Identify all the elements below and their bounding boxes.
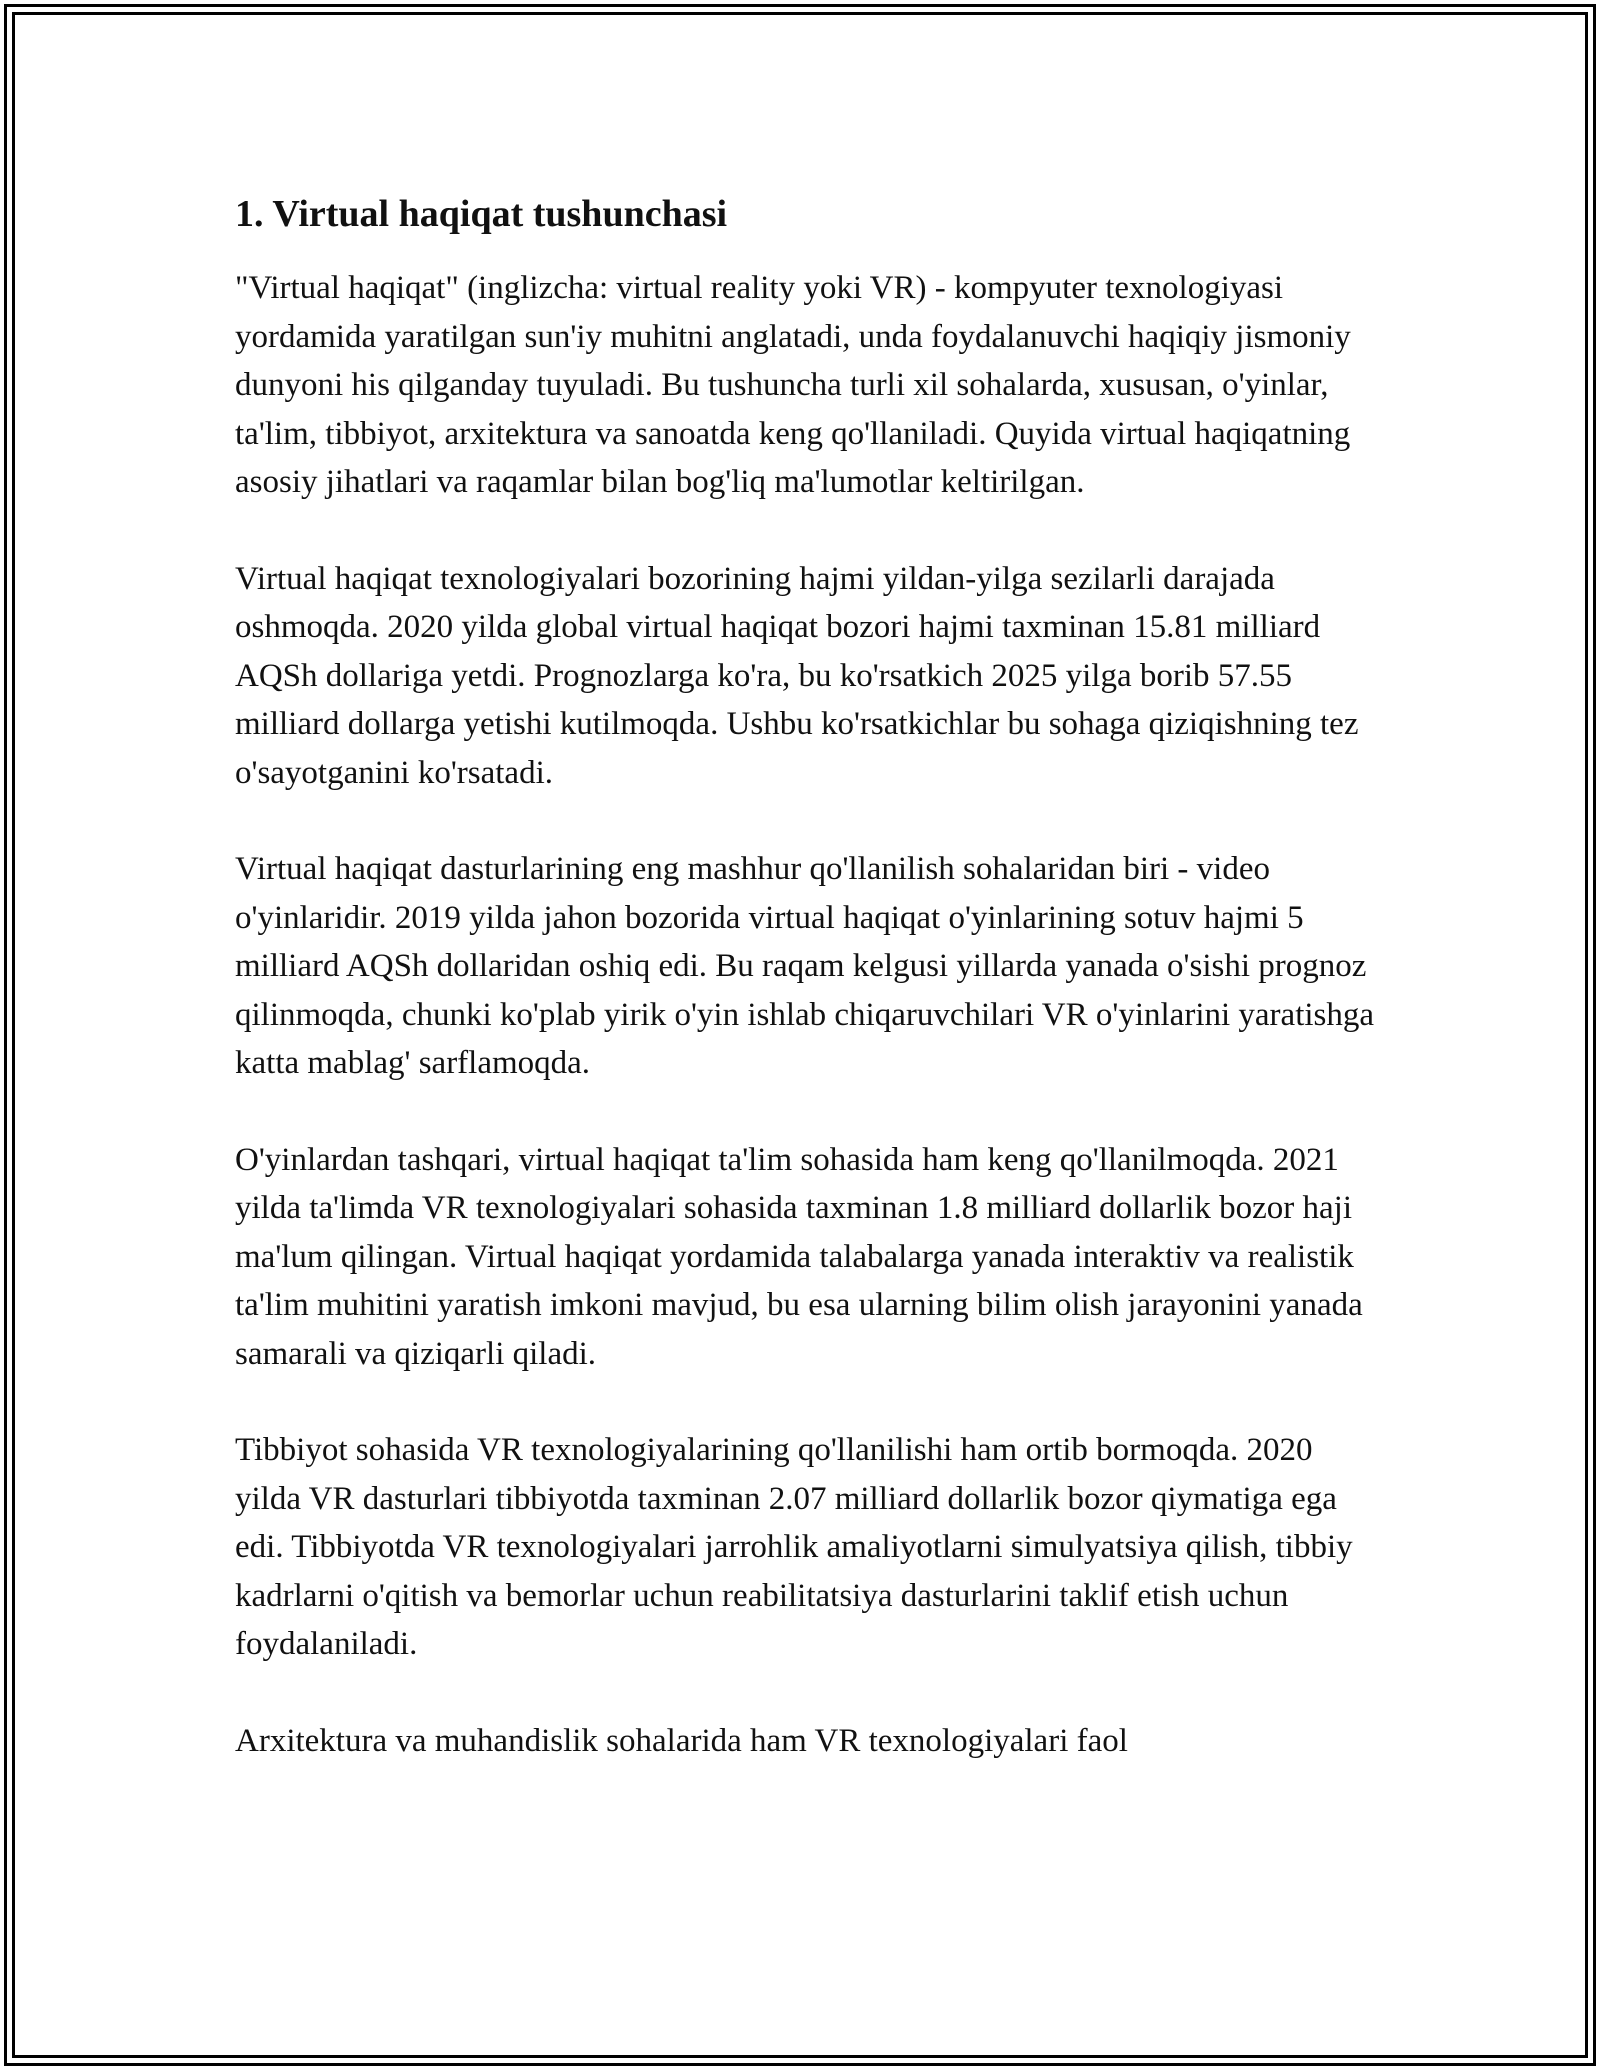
paragraph-architecture: Arxitektura va muhandislik sohalarida ham VR texnologiyalari faol bbox=[235, 1722, 1128, 1759]
paragraph-video-games: Virtual haqiqat dasturlarining eng mashhur qo'llanilish sohalaridan biri - video o'yinlaridir. 2019 yilda jahon bozorida virtual haqiqat o'yinlarining sotuv hajmi 5 milliard AQSh dollaridan oshiq edi. Bu raqam kelgusi yillarda yanada o'sishi prognoz qilinmoqda, chunki ko'plab yirik o'yin ishlab chiqaruvchilari VR o'yinlarini yaratishga katta mablag' sarflamoqda. bbox=[235, 851, 1375, 1081]
document-content bbox=[235, 186, 1385, 1765]
paragraph-medicine: Tibbiyot sohasida VR texnologiyalarining qo'llanilishi ham ortib bormoqda. 2020 yilda VR dasturlari tibbiyotda taxminan 2.07 milliard dollarlik bozor qiymatiga ega edi. Tibbiyotda VR texnologiyalari jarrohlik amaliyotlarni simulyatsiya qilish, tibbiy kadrlarni o'qitish va bemorlar uchun reabilitatsiya dasturlarini taklif etish uchun foydalaniladi. bbox=[235, 1432, 1353, 1662]
paragraph-education: O'yinlardan tashqari, virtual haqiqat ta'lim sohasida ham keng qo'llanilmoqda. 2021 yilda ta'limda VR texnologiyalari sohasida taxminan 1.8 milliard dollarlik bozor haji ma'lum qilingan. Virtual haqiqat yordamida talabalarga yanada interaktiv va realistik ta'lim muhitini yaratish imkoni mavjud, bu esa ularning bilim olish jarayonini yanada samarali va qiziqarli qiladi. bbox=[235, 1141, 1363, 1372]
paragraph-intro: "Virtual haqiqat" (inglizcha: virtual reality yoki VR) - kompyuter texnologiyasi yordamida yaratilgan sun'iy muhitni anglatadi, unda foydalanuvchi haqiqiy jismoniy dunyoni his qilganday tuyuladi. Bu tushuncha turli xil sohalarda, xususan, o'yinlar, ta'lim, tibbiyot, arxitektura va sanoatda keng qo'llaniladi. Quyida virtual haqiqatning asosiy jihatlari va raqamlar bilan bog'liq ma'lumotlar keltirilgan. bbox=[235, 270, 1351, 500]
paragraph-market-size: Virtual haqiqat texnologiyalari bozorining hajmi yildan-yilga sezilarli darajada oshmoqda. 2020 yilda global virtual haqiqat bozori hajmi taxminan 15.81 milliard AQSh dollariga yetdi. Prognozlarga ko'ra, bu ko'rsatkich 2025 yilga borib 57.55 milliard dollarga yetishi kutilmoqda. Ushbu ko'rsatkichlar bu sohaga qiziqishning tez o'sayotganini ko'rsatadi. bbox=[235, 560, 1359, 791]
section-heading: 1. Virtual haqiqat tushunchasi bbox=[235, 193, 728, 235]
